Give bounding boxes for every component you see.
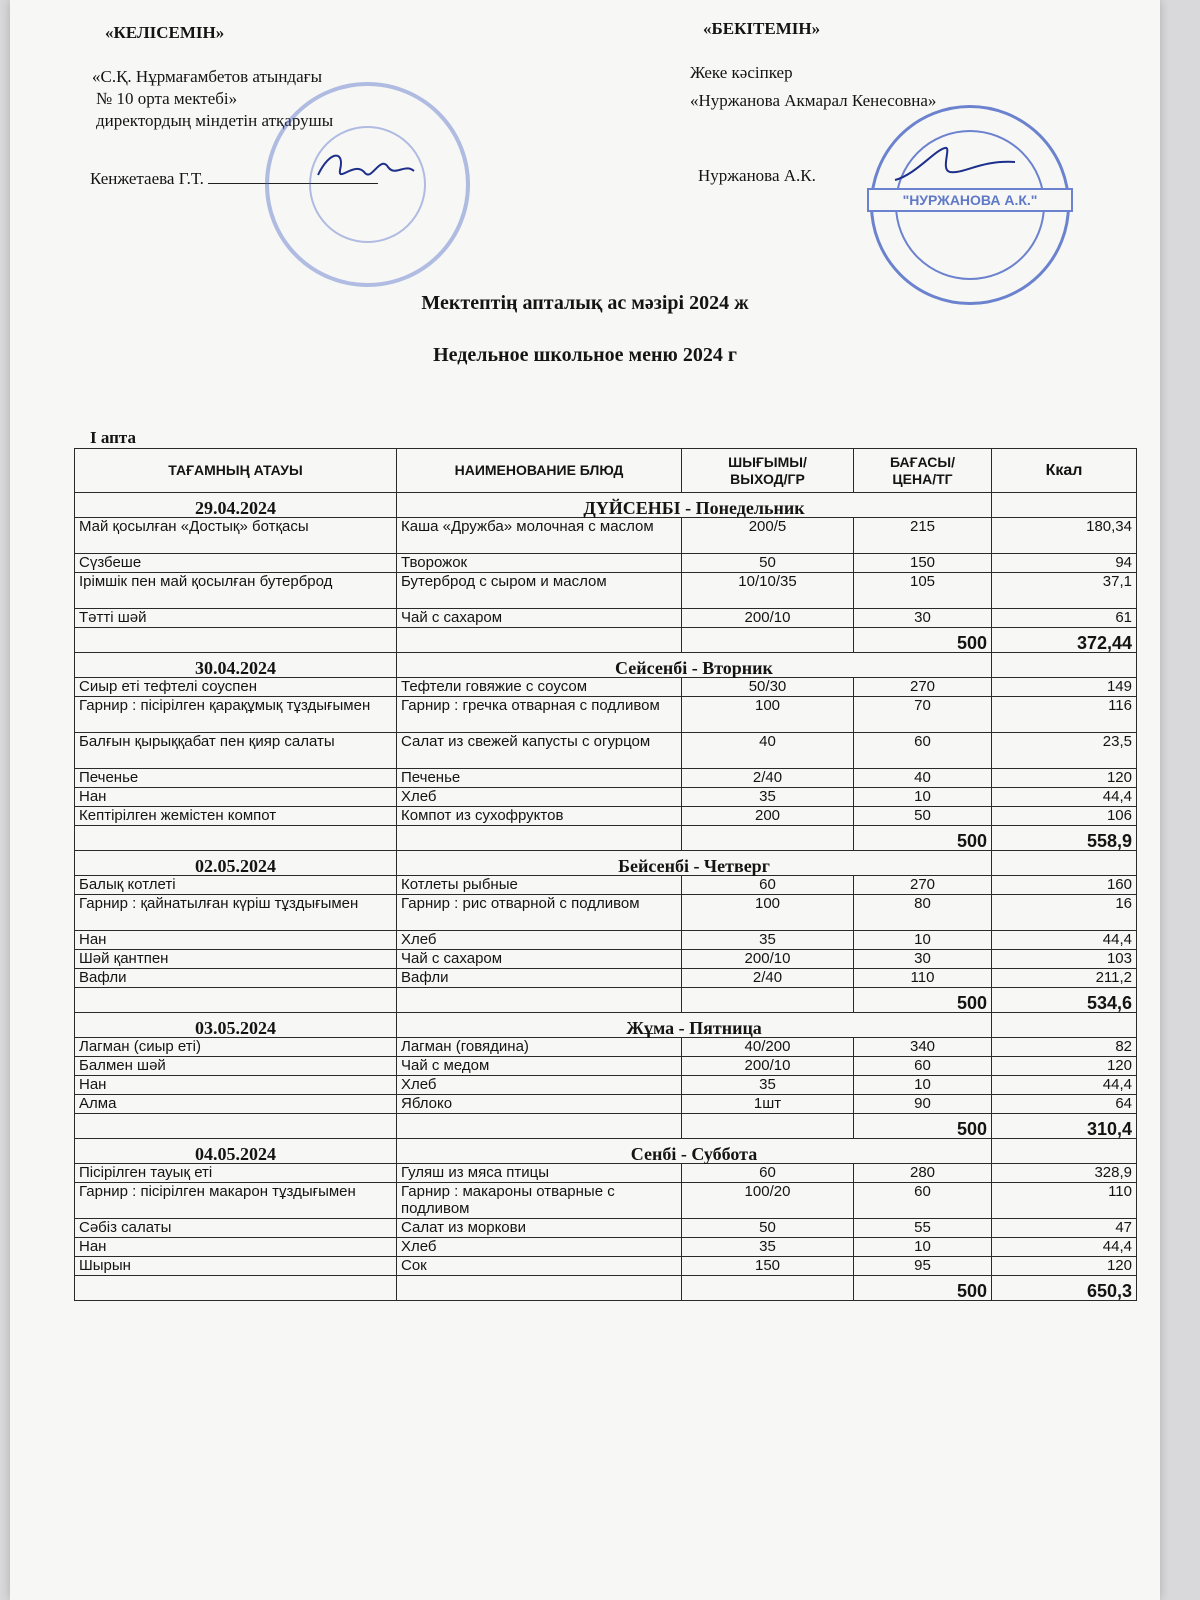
dish-name-kz: Алма [75,1095,397,1114]
table-row [75,895,1137,931]
dish-price: 30 [854,609,992,628]
total-kcal: 650,3 [992,1276,1137,1301]
dish-name-ru: Гарнир : гречка отварная с подливом [397,697,682,733]
dish-yield: 35 [682,931,854,950]
table-row [75,733,1137,769]
dish-name-ru: Творожок [397,554,682,573]
dish-name-ru: Хлеб [397,931,682,950]
dish-name-kz: Кептірілген жемістен компот [75,807,397,826]
entrepreneur-label: Жеке кәсіпкер [690,63,793,82]
dish-name-kz: Печенье [75,769,397,788]
dish-name-kz: Сүзбеше [75,554,397,573]
seal-name: "НУРЖАНОВА А.К." [867,188,1073,212]
dish-name-kz: Гарнир : қайнатылған күріш тұздығымен [75,895,397,931]
dish-name-ru: Гарнир : рис отварной с подливом [397,895,682,931]
dish-yield: 2/40 [682,769,854,788]
dish-kcal: 37,1 [992,573,1137,609]
dish-kcal: 116 [992,697,1137,733]
dish-name-kz: Нан [75,1076,397,1095]
table-row [75,807,1137,826]
empty-cell [75,826,397,851]
dish-name-kz: Тәтті шәй [75,609,397,628]
dish-kcal: 44,4 [992,931,1137,950]
dish-price: 90 [854,1095,992,1114]
approved-heading: «БЕКІТЕМІН» [703,19,821,38]
dish-yield: 200/10 [682,950,854,969]
table-row [75,573,1137,609]
dish-name-ru: Чай с сахаром [397,950,682,969]
total-row [75,988,1137,1013]
day-name: Сенбі - Суббота [397,1139,992,1164]
total-row [75,1114,1137,1139]
dish-yield: 50 [682,554,854,573]
table-row [75,1183,1137,1219]
dish-name-ru: Каша «Дружба» молочная с маслом [397,518,682,554]
empty-cell [397,628,682,653]
total-kcal: 372,44 [992,628,1137,653]
table-row [75,788,1137,807]
dish-yield: 200/10 [682,1057,854,1076]
empty-cell [75,628,397,653]
dish-name-kz: Балмен шәй [75,1057,397,1076]
total-row [75,826,1137,851]
empty-cell [682,988,854,1013]
dish-price: 55 [854,1219,992,1238]
dish-yield: 1шт [682,1095,854,1114]
table-row [75,1057,1137,1076]
menu-table [74,448,1137,1301]
day-name: ДҮЙСЕНБІ - Понедельник [397,493,992,518]
dish-name-kz: Гарнир : пісірілген макарон тұздығымен [75,1183,397,1219]
col-header-ru: НАИМЕНОВАНИЕ БЛЮД [397,449,682,493]
dish-name-kz: Нан [75,1238,397,1257]
dish-kcal: 328,9 [992,1164,1137,1183]
dish-yield: 100 [682,697,854,733]
table-row [75,876,1137,895]
total-price: 500 [854,628,992,653]
dish-yield: 40/200 [682,1038,854,1057]
day-name: Сейсенбі - Вторник [397,653,992,678]
entrepreneur-seal-stamp [870,105,1070,305]
dish-name-ru: Котлеты рыбные [397,876,682,895]
dish-name-kz: Пісірілген тауық еті [75,1164,397,1183]
dish-name-kz: Балық котлеті [75,876,397,895]
dish-yield: 35 [682,1076,854,1095]
empty-cell [397,1114,682,1139]
left-signer-name: Кенжетаева Г.Т. [90,169,204,188]
dish-price: 110 [854,969,992,988]
dish-yield: 100/20 [682,1183,854,1219]
title-russian: Недельное школьное меню 2024 г [433,344,737,366]
dish-name-ru: Компот из сухофруктов [397,807,682,826]
table-row [75,969,1137,988]
col-header-kcal: Ккал [992,449,1137,493]
col-header-price: БАҒАСЫ/ ЦЕНА/ТГ [854,449,992,493]
table-row [75,1095,1137,1114]
table-row [75,950,1137,969]
dish-price: 10 [854,1238,992,1257]
dish-price: 280 [854,1164,992,1183]
dish-name-ru: Лагман (говядина) [397,1038,682,1057]
dish-kcal: 106 [992,807,1137,826]
dish-yield: 2/40 [682,969,854,988]
dish-name-ru: Вафли [397,969,682,988]
dish-name-ru: Хлеб [397,1238,682,1257]
table-row [75,697,1137,733]
dish-kcal: 120 [992,1257,1137,1276]
day-name: Бейсенбі - Четверг [397,851,992,876]
dish-yield: 200/10 [682,609,854,628]
empty-cell [75,1114,397,1139]
total-price: 500 [854,1114,992,1139]
dish-price: 80 [854,895,992,931]
empty-cell [992,1139,1137,1164]
dish-name-kz: Ірімшік пен май қосылған бутерброд [75,573,397,609]
empty-cell [682,1276,854,1301]
week-label: I апта [90,428,136,447]
table-header-row [75,449,1137,493]
dish-kcal: 44,4 [992,1076,1137,1095]
dish-name-ru: Тефтели говяжие с соусом [397,678,682,697]
dish-kcal: 64 [992,1095,1137,1114]
dish-name-ru: Салат из свежей капусты с огурцом [397,733,682,769]
dish-kcal: 211,2 [992,969,1137,988]
table-row [75,931,1137,950]
total-kcal: 310,4 [992,1114,1137,1139]
day-name: Жұма - Пятница [397,1013,992,1038]
dish-yield: 35 [682,1238,854,1257]
dish-kcal: 180,34 [992,518,1137,554]
signature-left-icon [310,145,420,190]
dish-name-kz: Май қосылған «Достық» ботқасы [75,518,397,554]
dish-price: 215 [854,518,992,554]
dish-name-kz: Балғын қырыққабат пен қияр салаты [75,733,397,769]
right-signer-name: Нуржанова А.К. [698,166,816,185]
day-date: 02.05.2024 [75,851,397,876]
dish-kcal: 160 [992,876,1137,895]
school-name-line1: «С.Қ. Нұрмағамбетов атындағы [92,67,323,86]
dish-name-kz: Сиыр еті тефтелі соуспен [75,678,397,697]
total-price: 500 [854,1276,992,1301]
total-price: 500 [854,988,992,1013]
dish-price: 95 [854,1257,992,1276]
empty-cell [682,628,854,653]
total-row [75,628,1137,653]
dish-price: 60 [854,1057,992,1076]
total-price: 500 [854,826,992,851]
dish-kcal: 47 [992,1219,1137,1238]
table-row [75,1164,1137,1183]
dish-name-kz: Нан [75,788,397,807]
col-header-kz: ТАҒАМНЫҢ АТАУЫ [75,449,397,493]
table-row [75,1219,1137,1238]
dish-price: 40 [854,769,992,788]
dish-kcal: 61 [992,609,1137,628]
dish-kcal: 23,5 [992,733,1137,769]
dish-price: 105 [854,573,992,609]
dish-price: 70 [854,697,992,733]
dish-name-ru: Бутерброд с сыром и маслом [397,573,682,609]
dish-price: 270 [854,876,992,895]
table-row [75,1038,1137,1057]
empty-cell [992,653,1137,678]
dish-price: 150 [854,554,992,573]
dish-name-ru: Сок [397,1257,682,1276]
col-header-yield: ШЫҒЫМЫ/ ВЫХОД/ГР [682,449,854,493]
dish-yield: 40 [682,733,854,769]
dish-name-ru: Гарнир : макароны отварные с подливом [397,1183,682,1219]
dish-kcal: 94 [992,554,1137,573]
dish-yield: 200/5 [682,518,854,554]
day-date: 03.05.2024 [75,1013,397,1038]
empty-cell [397,826,682,851]
dish-kcal: 120 [992,769,1137,788]
total-kcal: 558,9 [992,826,1137,851]
dish-name-kz: Шәй қантпен [75,950,397,969]
day-header-row [75,851,1137,876]
table-row [75,678,1137,697]
signer-position: директордың міндетін атқарушы [96,111,334,130]
empty-cell [75,1276,397,1301]
dish-kcal: 44,4 [992,1238,1137,1257]
dish-price: 60 [854,733,992,769]
dish-yield: 60 [682,876,854,895]
dish-yield: 200 [682,807,854,826]
empty-cell [75,988,397,1013]
dish-price: 50 [854,807,992,826]
dish-name-kz: Нан [75,931,397,950]
day-header-row [75,1139,1137,1164]
dish-price: 10 [854,1076,992,1095]
empty-cell [992,1013,1137,1038]
empty-cell [397,1276,682,1301]
school-name-line2: № 10 орта мектебі» [96,89,238,108]
day-date: 04.05.2024 [75,1139,397,1164]
dish-name-kz: Гарнир : пісірілген қарақұмық тұздығымен [75,697,397,733]
title-kazakh: Мектептің апталық ас мәзірі 2024 ж [421,292,749,314]
dish-kcal: 82 [992,1038,1137,1057]
dish-yield: 10/10/35 [682,573,854,609]
dish-name-ru: Хлеб [397,788,682,807]
dish-kcal: 16 [992,895,1137,931]
dish-name-ru: Печенье [397,769,682,788]
day-date: 30.04.2024 [75,653,397,678]
dish-kcal: 44,4 [992,788,1137,807]
empty-cell [992,493,1137,518]
dish-name-ru: Салат из моркови [397,1219,682,1238]
dish-name-ru: Чай с медом [397,1057,682,1076]
dish-yield: 100 [682,895,854,931]
dish-name-ru: Гуляш из мяса птицы [397,1164,682,1183]
dish-price: 60 [854,1183,992,1219]
total-row [75,1276,1137,1301]
dish-kcal: 110 [992,1183,1137,1219]
table-row [75,1257,1137,1276]
dish-name-kz: Вафли [75,969,397,988]
dish-price: 30 [854,950,992,969]
agreed-heading: «КЕЛІСЕМІН» [105,23,225,42]
table-row [75,1238,1137,1257]
dish-kcal: 103 [992,950,1137,969]
dish-name-ru: Яблоко [397,1095,682,1114]
dish-name-ru: Хлеб [397,1076,682,1095]
empty-cell [682,1114,854,1139]
table-row [75,1076,1137,1095]
dish-yield: 50 [682,1219,854,1238]
dish-price: 270 [854,678,992,697]
dish-yield: 50/30 [682,678,854,697]
dish-price: 340 [854,1038,992,1057]
dish-price: 10 [854,788,992,807]
empty-cell [992,851,1137,876]
empty-cell [397,988,682,1013]
empty-cell [682,826,854,851]
dish-kcal: 120 [992,1057,1137,1076]
dish-yield: 35 [682,788,854,807]
entrepreneur-name: «Нуржанова Акмарал Кенесовна» [690,91,937,110]
signature-right-icon [890,140,1020,190]
table-row [75,554,1137,573]
dish-price: 10 [854,931,992,950]
table-row [75,769,1137,788]
dish-name-ru: Чай с сахаром [397,609,682,628]
day-date: 29.04.2024 [75,493,397,518]
total-kcal: 534,6 [992,988,1137,1013]
day-header-row [75,493,1137,518]
dish-kcal: 149 [992,678,1137,697]
day-header-row [75,1013,1137,1038]
table-row [75,518,1137,554]
table-row [75,609,1137,628]
dish-name-kz: Лагман (сиыр еті) [75,1038,397,1057]
dish-yield: 60 [682,1164,854,1183]
day-header-row [75,653,1137,678]
dish-name-kz: Шырын [75,1257,397,1276]
dish-name-kz: Сәбіз салаты [75,1219,397,1238]
dish-yield: 150 [682,1257,854,1276]
menu-document [10,0,1160,1600]
